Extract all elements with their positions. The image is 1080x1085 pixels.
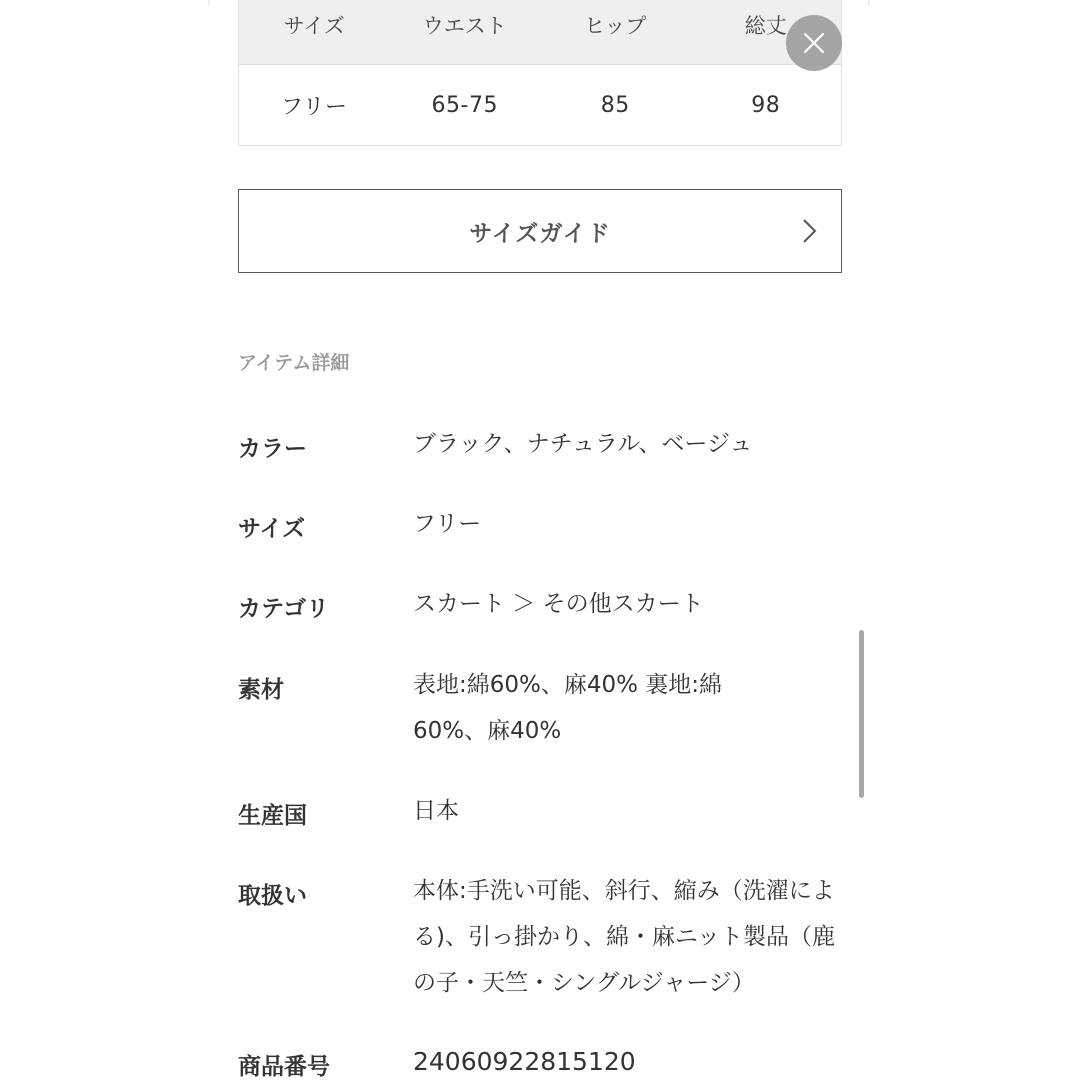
header-waist: ウエスト	[422, 14, 507, 38]
close-button[interactable]	[786, 15, 842, 71]
cell-size: フリー	[280, 95, 348, 120]
cell-waist: 65-75	[431, 93, 498, 118]
cell-hip: 85	[600, 93, 630, 118]
section-title: アイテム詳細	[238, 352, 350, 374]
detail-value-care: 本体:手洗い可能、斜行、縮み（洗濯による)、引っ掛かり、綿・麻ニット製品（鹿の子・天竺・シングルジャージ）	[413, 878, 836, 996]
chevron-right-icon	[801, 218, 817, 244]
header-hip: ヒップ	[584, 14, 647, 38]
detail-label-color: カラー	[238, 436, 307, 462]
header-length: 総丈	[744, 14, 787, 38]
table-row	[239, 65, 841, 146]
detail-label-size: サイズ	[238, 516, 306, 542]
detail-label-material: 素材	[238, 677, 284, 703]
size-guide-button[interactable]	[238, 189, 842, 273]
panel-edge-left	[208, 0, 210, 6]
size-guide-label: サイズガイド	[469, 220, 611, 247]
size-table	[238, 0, 842, 146]
detail-label-category: カテゴリ	[238, 596, 330, 622]
cell-length: 98	[751, 93, 781, 118]
detail-value-color: ブラック、ナチュラル、ベージュ	[413, 431, 753, 457]
detail-value-country: 日本	[413, 798, 459, 824]
header-size: サイズ	[283, 14, 345, 38]
detail-value-size: フリー	[413, 511, 482, 537]
detail-value-category: スカート ＞ その他スカート	[413, 591, 704, 617]
detail-label-country: 生産国	[238, 803, 307, 829]
detail-label-product-number: 商品番号	[238, 1054, 330, 1080]
scrollbar[interactable]	[859, 630, 864, 798]
size-table-header	[239, 0, 841, 65]
panel-edge-right	[868, 0, 870, 6]
detail-value-material: 表地:綿60%、麻40% 裏地:綿60%、麻40%	[413, 672, 723, 744]
detail-label-care: 取扱い	[238, 883, 307, 909]
close-icon	[803, 32, 825, 54]
detail-value-product-number: 24060922815120	[413, 1047, 636, 1076]
